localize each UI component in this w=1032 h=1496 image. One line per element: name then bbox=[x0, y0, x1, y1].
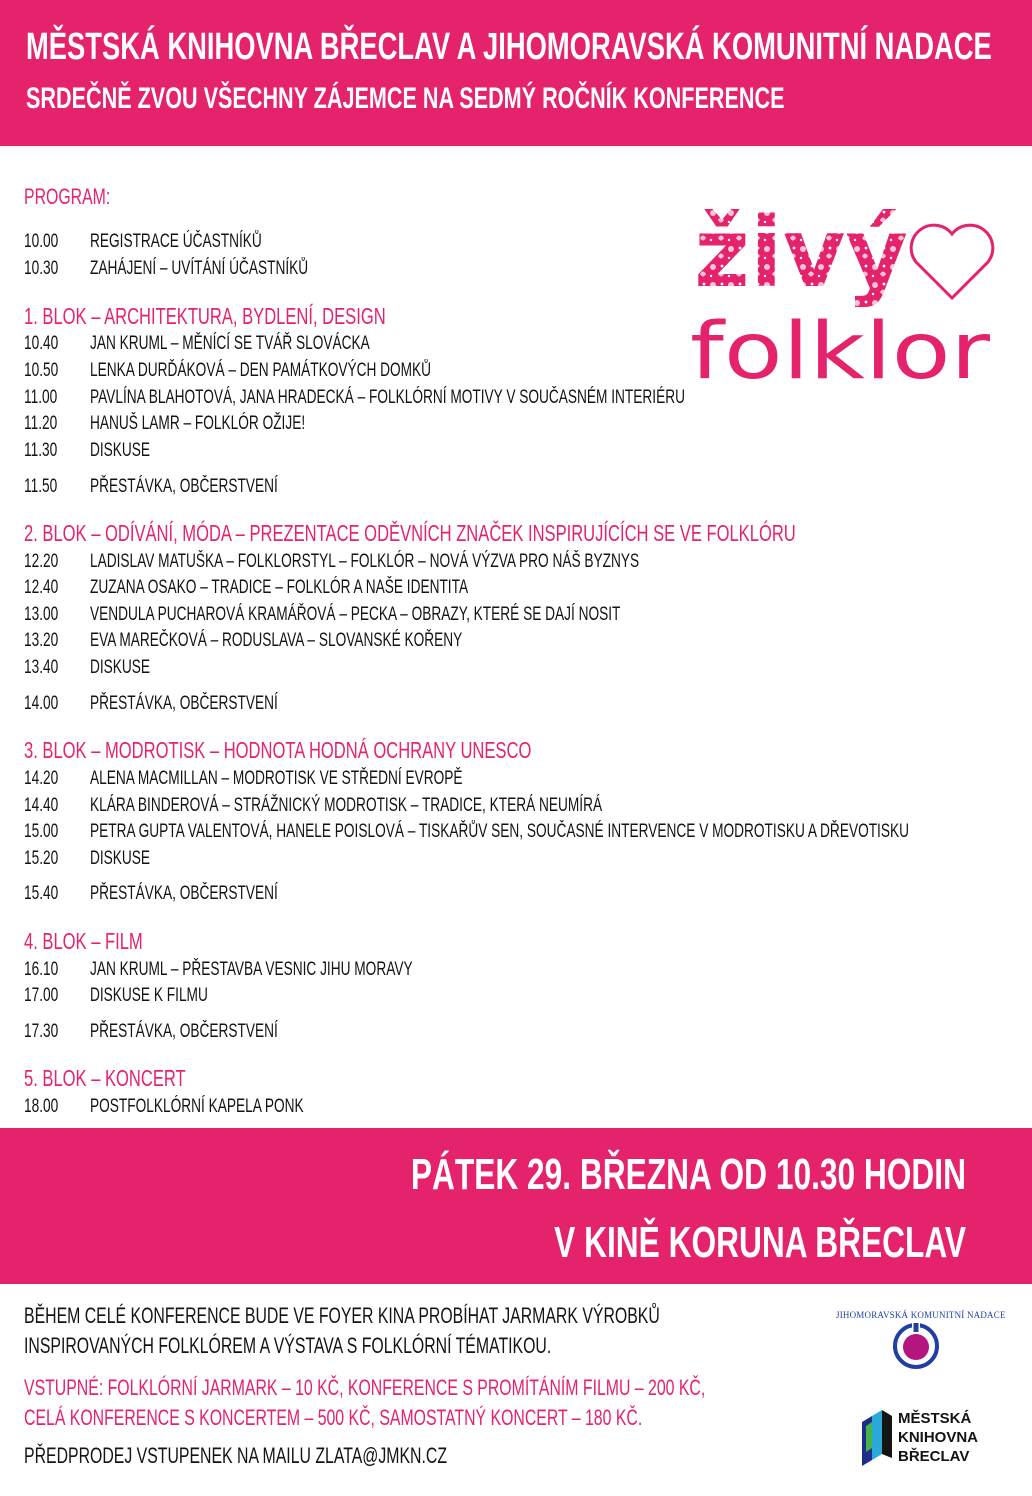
row-time: 10.00 bbox=[24, 231, 59, 252]
row-text: JAN KRUML – MĚNÍCÍ SE TVÁŘ SLOVÁCKA bbox=[90, 333, 370, 354]
row-time: 11.50 bbox=[24, 476, 58, 497]
row-time: 10.30 bbox=[24, 258, 59, 279]
event-date: PÁTEK 29. BŘEZNA OD 10.30 HODIN bbox=[410, 1150, 966, 1199]
program-heading: PROGRAM: bbox=[24, 184, 111, 209]
info-line-2: INSPIROVANÝCH FOLKLÓREM A VÝSTAVA S FOLKLÓRNÍ TÉMATIKOU. bbox=[24, 1333, 552, 1358]
price-line-1: VSTUPNÉ: FOLKLÓRNÍ JARMARK – 10 KČ, KONFERENCE S PROMÍTÁNÍM FILMU – 200 KČ, bbox=[24, 1375, 706, 1400]
row-text: PŘESTÁVKA, OBČERSTVENÍ bbox=[90, 883, 278, 904]
row-time: 15.00 bbox=[24, 821, 59, 842]
row-text: PŘESTÁVKA, OBČERSTVENÍ bbox=[90, 476, 278, 497]
row-text: ZAHÁJENÍ – UVÍTÁNÍ ÚČASTNÍKŮ bbox=[90, 258, 309, 279]
row-text: DISKUSE bbox=[90, 440, 151, 461]
presale-line: PŘEDPRODEJ VSTUPENEK NA MAILU ZLATA@JMKN.CZ bbox=[24, 1443, 448, 1468]
row-time: 12.40 bbox=[24, 577, 59, 598]
row-time: 15.40 bbox=[24, 883, 59, 904]
row-time: 17.30 bbox=[24, 1021, 59, 1042]
jkn-foundation-logo bbox=[830, 1308, 1010, 1388]
logo-word-zivy: živý bbox=[694, 197, 908, 309]
mkb-line-3: BŘECLAV bbox=[898, 1448, 970, 1465]
row-time: 14.00 bbox=[24, 693, 59, 714]
row-text: DISKUSE K FILMU bbox=[90, 985, 208, 1006]
row-text: PŘESTÁVKA, OBČERSTVENÍ bbox=[90, 693, 278, 714]
row-time: 15.20 bbox=[24, 848, 59, 869]
row-time: 13.20 bbox=[24, 630, 59, 651]
row-time: 11.00 bbox=[24, 387, 58, 408]
row-text: POSTFOLKLÓRNÍ KAPELA PONK bbox=[90, 1096, 304, 1117]
book-icon bbox=[860, 1408, 894, 1466]
row-text: HANUŠ LAMR – FOLKLÓR OŽIJE! bbox=[90, 413, 306, 434]
row-text: DISKUSE bbox=[90, 657, 151, 678]
event-banner bbox=[0, 1128, 1032, 1284]
block-4-title: 4. BLOK – FILM bbox=[24, 928, 143, 954]
row-time: 14.40 bbox=[24, 795, 59, 816]
heart-icon bbox=[911, 225, 993, 298]
row-text: PAVLÍNA BLAHOTOVÁ, JANA HRADECKÁ – FOLKLÓRNÍ MOTIVY V SOUČASNÉM INTERIÉRU bbox=[90, 387, 685, 408]
row-text: PETRA GUPTA VALENTOVÁ, HANELE POISLOVÁ – TISKAŘŮV SEN, SOUČASNÉ INTERVENCE V MODROTISKU A DŘEVOTISKU bbox=[90, 821, 910, 842]
row-text: KLÁRA BINDEROVÁ – STRÁŽNICKÝ MODROTISK – TRADICE, KTERÁ NEUMÍRÁ bbox=[90, 795, 603, 816]
row-text: LADISLAV MATUŠKA – FOLKLORSTYL – FOLKLÓR – NOVÁ VÝZVA PRO NÁŠ BYZNYS bbox=[90, 551, 640, 572]
header-title: MĚSTSKÁ KNIHOVNA BŘECLAV A JIHOMORAVSKÁ KOMUNITNÍ NADACE bbox=[26, 26, 992, 68]
header-subtitle: SRDEČNĚ ZVOU VŠECHNY ZÁJEMCE NA SEDMÝ ROČNÍK KONFERENCE bbox=[26, 82, 785, 115]
block-3-title: 3. BLOK – MODROTISK – HODNOTA HODNÁ OCHRANY UNESCO bbox=[24, 737, 532, 763]
mkb-line-1: MĚSTSKÁ bbox=[898, 1410, 972, 1427]
row-time: 17.00 bbox=[24, 985, 59, 1006]
header-banner bbox=[0, 0, 1032, 146]
jkn-name: JIHOMORAVSKÁ KOMUNITNÍ NADACE bbox=[836, 1310, 1006, 1320]
block-2-title: 2. BLOK – ODÍVÁNÍ, MÓDA – PREZENTACE ODĚVNÍCH ZNAČEK INSPIRUJÍCÍCH SE VE FOLKLÓRU bbox=[24, 520, 796, 546]
row-text: DISKUSE bbox=[90, 848, 151, 869]
row-time: 11.30 bbox=[24, 440, 58, 461]
row-time: 13.00 bbox=[24, 604, 59, 625]
row-text: EVA MAREČKOVÁ – RODUSLAVA – SLOVANSKÉ KOŘENY bbox=[90, 630, 463, 651]
price-line-2: CELÁ KONFERENCE S KONCERTEM – 500 KČ, SAMOSTATNÝ KONCERT – 180 KČ. bbox=[24, 1405, 643, 1430]
row-text: PŘESTÁVKA, OBČERSTVENÍ bbox=[90, 1021, 278, 1042]
row-time: 13.40 bbox=[24, 657, 59, 678]
row-time: 11.20 bbox=[24, 413, 58, 434]
info-line-1: BĚHEM CELÉ KONFERENCE BUDE VE FOYER KINA PROBÍHAT JARMARK VÝROBKŮ bbox=[24, 1303, 660, 1328]
mkb-line-2: KNIHOVNA bbox=[898, 1429, 979, 1446]
row-text: REGISTRACE ÚČASTNÍKŮ bbox=[90, 231, 262, 252]
row-time: 12.20 bbox=[24, 551, 59, 572]
row-text: LENKA DURĎÁKOVÁ – DEN PAMÁTKOVÝCH DOMKŮ bbox=[90, 360, 432, 381]
row-time: 18.00 bbox=[24, 1096, 59, 1117]
jkn-emblem-icon bbox=[892, 1322, 940, 1370]
event-venue: V KINĚ KORUNA BŘECLAV bbox=[554, 1218, 966, 1267]
row-time: 16.10 bbox=[24, 959, 59, 980]
block-5-title: 5. BLOK – KONCERT bbox=[24, 1065, 186, 1091]
row-text: VENDULA PUCHAROVÁ KRAMÁŘOVÁ – PECKA – OBRAZY, KTERÉ SE DAJÍ NOSIT bbox=[90, 604, 621, 625]
row-time: 10.50 bbox=[24, 360, 59, 381]
mestska-knihovna-logo bbox=[860, 1404, 1020, 1480]
row-text: ALENA MACMILLAN – MODROTISK VE STŘEDNÍ EVROPĚ bbox=[90, 768, 463, 789]
zivy-folklor-logo bbox=[690, 190, 1000, 390]
row-time: 10.40 bbox=[24, 333, 59, 354]
block-1-title: 1. BLOK – ARCHITEKTURA, BYDLENÍ, DESIGN bbox=[24, 303, 386, 329]
row-text: JAN KRUML – PŘESTAVBA VESNIC JIHU MORAVY bbox=[90, 959, 413, 980]
row-time: 14.20 bbox=[24, 768, 59, 789]
row-text: ZUZANA OSAKO – TRADICE – FOLKLÓR A NAŠE IDENTITA bbox=[90, 577, 469, 598]
logo-word-folklor: folklor bbox=[690, 307, 992, 390]
